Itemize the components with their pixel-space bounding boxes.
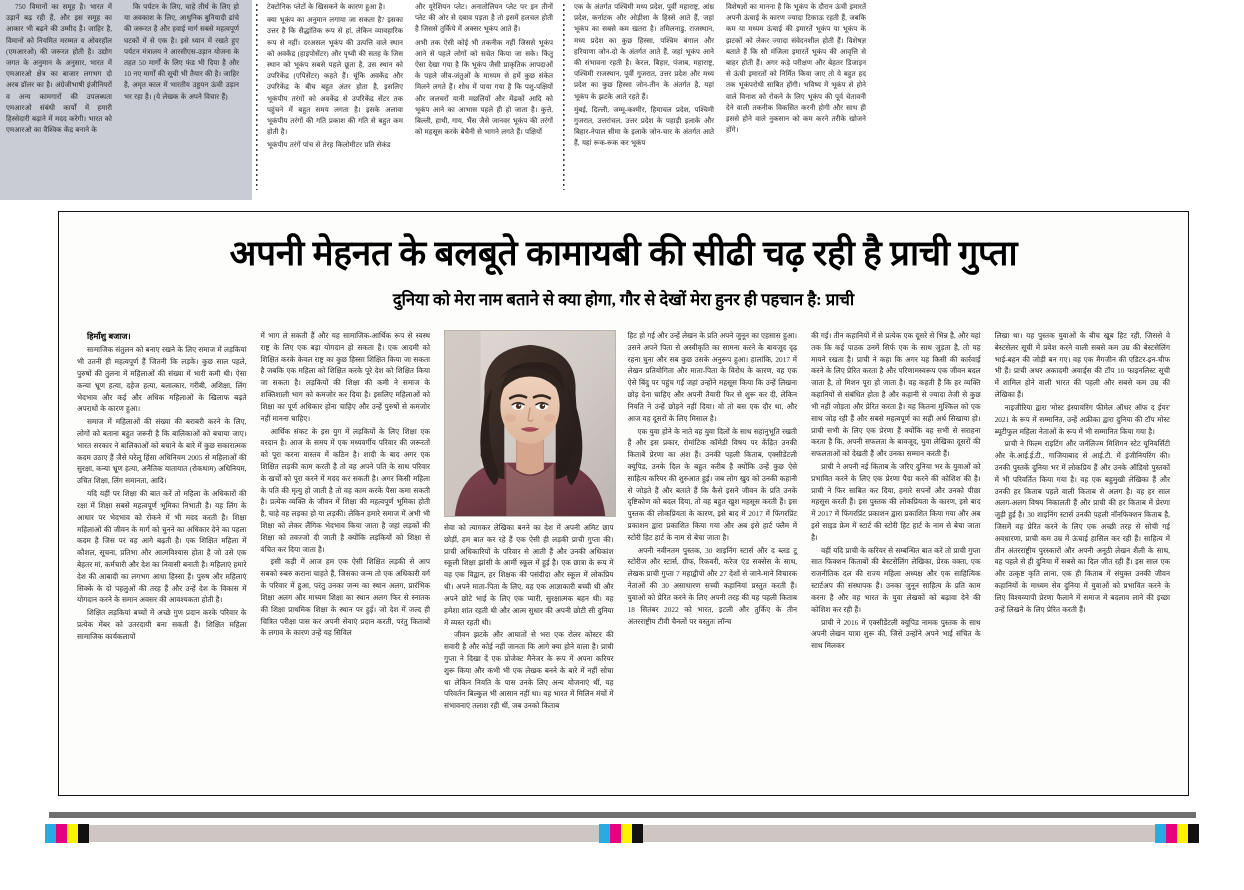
col4-para-3: अपनी नवीनतम पुस्तक, 30 शाइनिंग स्टार्स और द ब्लड टू स्टोरीज और स्टार्स, ग्रीफ, रिकवरी, करेज एंड सक्सेस के साथ, लेखक प्राची गुप्ता 7 महाद्वीपों और 27 देशों से जाने-माने विचारक नेताओं की 30 असाधारण सच्ची कहानियां प्रस्तुत करती हैं। युवाओं को प्रेरित करने के लिए अपनी तरह की यह पहली किताब 18 सितंबर 2022 को भारत, इटली और तुर्किए के तीन अंतरराष्ट्रीय टीवी चैनलों पर वस्तुतः लॉन्च	[627, 545, 798, 626]
top-col5-para-1: और यूरेशियन प्लेट। अनातोलियन प्लेट पर इन तीनों प्लेट की ओर से दबाव पड़ता है तो इसमें हलचल होती है जिससे तुर्किये में अक्सर भूकंप आते हैं।	[415, 3, 553, 34]
col1-para-1: सामाजिक संतुलन को बनाए रखने के लिए समाज में लड़कियां भी उतनी ही महत्वपूर्ण हैं जितनी कि लड़के। कुछ साल पहले, पुरुषों की तुलना में महिलाओं की संख्या में भारी कमी थी। ऐसा कन्या भ्रूण हत्या, दहेज हत्या, बलात्कार, गरीबी, अशिक्षा, लिंग भेदभाव और कई और अधिक महिलाओं के खिलाफ बढ़ते अपराधों के कारण हुआ।	[77, 345, 247, 414]
col6-para-3: प्राची ने फिल्म राइटिंग और जर्नलिज्म मिशिगन स्टेट यूनिवर्सिटी और के.आई.ई.टी., गाजियाबाद से आई.टी. में इंजीनियरिंग की। उनकी पुस्तकें दुनिया भर में लोकप्रिय हैं और उनके ऑडियो पुस्तकों में भी परिवर्तित किया गया है। वह एक बहुमुखी लेखिका हैं और उनकी हर किताब पहले वाली किताब से अलग है। वह हर साल अलग-अलग विषय निकालती हैं और प्राची की हर किताब में प्रेरणा जुड़ी हुई है। 30 शाइनिंग स्टार्स उनकी पहली नॉनफिक्शन किताब है, जिसमें वह प्रेरित करने के लिए एक अच्छी तरह से सोची गई अवधारणा, प्राची कम उम्र में ऊंचाई हासिल कर रही हैं। साहित्य में तीन अंतरराष्ट्रीय पुरस्कारों और अपनी अनूठी लेखन शैली के साथ, वह पहले से ही दुनिया में सबसे का दिल जीत रही हैं। इस साल एक और उत्कृष्ट कृति लाना, एक ही किताब में संयुक्त उनकी जीवन कहानियों के माध्यम सेव दुनिया में युवाओं को प्रभावित करने के लिए विश्वव्यापी प्रेरणा फैलाने में समाज में बदलाव लाने की इच्छा उन्हें लिखने के लिए प्रेरित करती हैं।	[994, 439, 1170, 614]
top-col6-para-1: एक के अंतर्गत पश्चिमी मध्य प्रदेश, पूर्वी महाराष्ट्र, आंध्र प्रदेश, कर्नाटक और ओड़ीशा के हिस्से आते हैं, जहां भूकंप का सबसे कम खतरा है। तमिलनाडु, राजस्थान, मध्य प्रदेश का कुछ हिस्सा, पश्चिम बंगाल और हरियाणा जोन-दो के अंतर्गत आते हैं, जहां भूकंप आने की संभावना रहती है। केरल, बिहार, पंजाब, महाराष्ट्र, पश्चिमी राजस्थान, पूर्वी गुजरात, उत्तर प्रदेश और मध्य प्रदेश का कुछ हिस्सा जोन-तीन के अंतर्गत है, यहां भूकंप के झटके आते रहते हैं।	[574, 3, 714, 101]
col2-para-3: इसी कड़ी में आज हम एक ऐसी शिक्षित लड़की से आप सबको रुबरु कराना चाहते हैं, जिसका जन्म तो एक अधिकारी वर्ग के परिवार में हुआ, परंतु उनका जन्म का स्थान अलग, प्रारंभिक शिक्षा अलग और माध्यम शिक्षा का स्थान अलग फिर से स्नातक की शिक्षा प्राथमिक शिक्षा के स्थान पर हुई। जो देश में जल्द ही चित्रित परीक्षा पास कर अपनी सेवाएं प्रदान करती, परंतु किताबों के लगाव के कारण उन्हें यह सिविल	[260, 557, 431, 638]
top-column-5	[409, 0, 559, 200]
page-title: अपनी मेहनत के बलबूते कामायबी की सीढी चढ़ रही है प्राची गुप्ता	[229, 234, 1018, 273]
col5-para-1: की गई। तीन कहानियों में से प्रत्येक एक दूसरे से भिन्न है, और यहां तक कि कई पाठक उनमें सिर्फ एक के साथ जुड़ता है, तो यह मायने रखता है। प्राची ने कहा कि अगर यह किसी की कार्रवाई करने के लिए प्रेरित करता है और परिणामस्वरूप एक जीवन बदल जाता है, तो मिशन पूरा हो जाता है। वह कहती हैं कि हर व्यक्ति कहानियों से संबंधित होता है और कहानी से ज्यादा तेजी से कुछ भी नहीं जोड़ता और प्रेरित करता है। यह कितना मुश्किल को एक साथ जोड़ रही हैं और सबसे महत्वपूर्ण का सही अर्थ सिखाया हो। प्राची सभी के लिए एक प्रेरणा हैं क्योंकि वह सभी से सराहना करता है कि, अपनी सफलता के बावजूद, युवा लेखिका दूसरों की सफलताओं को देखती हैं और उनका सम्मान करती हैं।	[811, 331, 981, 459]
top-col5-para-2: अभी तक ऐसी कोई भी तकनीक नहीं जिससे भूकंप आने से पहले लोगों को सचेत किया जा सके। किंतु ऐसा देखा गया है कि भूकंप जैसी प्राकृतिक आपदाओं के पहले जीव-जंतुओं के माध्यम से हमें कुछ संकेत मिलने लगते हैं। शोध में पाया गया है कि पशु-पक्षियों और जलचरों यानी मछलियों और मेंढकों आदि को भूकंप आने का आभास पहले ही हो जाता है। कुत्ते, बिल्ली, हाथी, गाय, भैंस जैसे जानवर भूकंप की तरंगों को महसूस करके बेचैनी से भागने लगते हैं। पक्षियों	[415, 38, 553, 137]
swatch-cyan-2	[599, 824, 610, 843]
col5-para-4: प्राची ने 2016 में एक्सीडेंटली क्यूपिड नामक पुस्तक के साथ अपनी लेखन यात्रा शुरू की, जिसे उन्होंने अपने भाई संचित के साथ मिलकर	[811, 617, 981, 651]
top-column-7	[720, 0, 872, 200]
col2-para-1: में भाग ले सकती हैं और यह सामाजिक-आर्थिक रूप से स्वस्थ राष्ट्र के लिए एक बड़ा योगदान हो सकता है। एक आदमी को शिक्षित करके केवल राष्ट्र का कुछ हिस्सा शिक्षित किया जा सकता है जबकि एक महिला को शिक्षित करके पूरे देश को शिक्षित किया जा सकता है। लड़कियों की शिक्षा की कमी ने समाज के शक्तिशाली भाग को कमजोर कर दिया है। इसलिए महिलाओं को शिक्षा का पूर्ण अधिकार होना चाहिए और उन्हें पुरुषों से कमजोर नहीं मानना चाहिए।	[260, 331, 431, 423]
article-subheadline: दुनिया को मेरा नाम बताने से क्या होगा, गौर से देखों मेरा हुनर ही पहचान है: प्राची	[392, 289, 855, 309]
swatch-black-3	[1188, 824, 1199, 843]
col6-para-1: लिखा था। यह पुस्तक युवाओं के बीच खूब हिट रही, जिससे वे बेस्टसेलर सूची में प्रवेश करने वाली सबसे कम उम्र की बेस्टसेलिंग भाई-बहन की जोड़ी बन गए। वह एक मैगजीन की एडिटर-इन-चीफ भी हैं। प्राची अथर अकादमी अवार्ड्स की टॉप 10 फाइनलिस्ट सूची में शामिल होने वाली भारत की पहली और सबसे कम उम्र की लेखिका हैं।	[994, 331, 1170, 400]
article-byline: हिमाँशु बजाज।	[87, 332, 131, 342]
registration-marks-left	[45, 824, 600, 843]
swatch-magenta-3	[1166, 824, 1177, 843]
top-col4-para-3: भूकंपीय तरंगें पांच से तेरह किलोमीटर प्रति सेकंड	[267, 141, 391, 150]
top-col4-para-2: क्या भूकंप का अनुमान लगाया जा सकता है? इसका उत्तर है कि सैद्धांतिक रूप से हां, लेकिन व्यावहारिक रूप से नहीं। दरअसल भूकंप की उत्पत्ति वाले स्थान को अवकेंद्र (हाइपोसेंटर) और पृथ्वी की सतह के जिस स्थान को भूकंप सबसे पहले छूता है, उस स्थान को उपरिकेंद्र (एपिसेंटर) कहते हैं। चूंकि अवकेंद्र और उपरिकेंद्र के बीच बहुत अंतर होता है, इसलिए भूकंपीय तरंगों को अवकेंद्र से उपरिकेंद्र सेंटर तक पहुंचने में बहुत समय लगता है। इसके अलावा भूकंपीय तरंगों की गति प्रकाश की गति से बहुत कम होती है।	[267, 16, 403, 137]
top-column-1	[0, 0, 118, 200]
bottom-rule	[49, 812, 1196, 818]
swatch-black-2	[632, 824, 643, 843]
registration-marks-center	[599, 824, 1155, 843]
top-shade-filler	[245, 0, 252, 200]
col3-para-1: सेवा को त्यागकर लेखिका बनने का देश में अपनी अमिट छाप छोड़ीं, हम बात कर रहे हैं एक ऐसी ही लड़की प्राची गुप्ता की। प्राची अधिकारियों के परिवार से आती हैं और उनकी अधिकांश स्कूली शिक्षा झांसी के आर्मी स्कूल में हुई है। एक छात्रा के रूप में वह एक विद्वान, हर शिक्षक की पसंदीदा और स्कूल में लोकप्रिय थी। अपने माता-पिता के लिए, वह एक आज्ञाकारी बच्ची थी और अपने छोटे भाई के लिए एक प्यारी, सुरक्षात्मक बहन थी। वह हमेशा शांत रहती थी और आत्म सुधार की अपनी छोटी सी दुनिया में व्यस्त रहती थी।	[444, 523, 614, 627]
top-col7-para-1: विशेषज्ञों का मानना है कि भूकंप के दौरान ऊंची इमारतें अपनी ऊंचाई के कारण ज्यादा टिकाऊ रहती हैं, जबकि कम या मध्यम ऊंचाई की इमारतें भूकंप या भूकंप के झटकों को लेकर ज्यादा संवेदनशील होती हैं। विशेषज्ञ बताते हैं कि सौ मंजिला इमारतें भूकंप की आवृत्ति से बाहर होती हैं। अगर कड़े परीक्षण और बेहतर डिजाइन से ऊंची इमारतों को निर्मित किया जाए तो ये बहुत हद तक भूकंपरोधी साबित होंगी। भविष्य में भूकंप से होने वाले विनाश को रोकने के लिए भूकंप की पूर्व चेतावनी देने वाली तकनीक विकसित करनी होगी और साथ ही इससे होने वाले नुकसान को कम करने तरीके खोजने होंगे।	[726, 3, 866, 135]
swatch-black	[78, 824, 89, 843]
col1-para-2: समाज में महिलाओं की संख्या की बराबरी करने के लिए, लोगों को बताना बहुत जरूरी है कि बालिकाओं को बचाया जाए। भारत सरकार ने बालिकाओं को बचाने के बारे में कुछ सकारात्मक कदम उठाए हैं जैसे घरेलू हिंसा अधिनियम 2005 से महिलाओं की सुरक्षा, कन्या भ्रूण हत्या, अनैतिक यातायात (रोकथाम) अधिनियम, उचित शिक्षा, लिंग समानता, आदि।	[77, 417, 247, 486]
article-column-1	[70, 330, 254, 800]
top-col1-para: 750 विमानों का समूह है। भारत में उड़ानें बढ़ रही हैं, और इस समूह का आकार भी बढ़ने की उम्मीद है। जाहिर है, विमानों को नियमित मरम्मत व ओवरहॉल (एमआरओ) की जरूरत होती है। उद्योग जगत के अनुमान के अनुसार, भारत में एमआरओ क्षेत्र का बाजार लगभग दो अरब डॉलर का है। अंग्रेजीभाषी इंजीनियरों व अन्य कामगारों की उपलब्धता एमआरओ संबंधी कार्यों में हमारी हिस्सेदारी बढ़ाने में मदद करेगी। भारत को एमआरओ का वैश्विक केंद्र बनाने के	[6, 3, 112, 135]
article-body	[70, 330, 1177, 800]
portrait-illustration	[445, 331, 615, 516]
top-col6-para-2: मुंबई, दिल्ली, जम्मू-कश्मीर, हिमाचल प्रदेश, पश्चिमी गुजरात, उत्तरांचल, उत्तर प्रदेश के पहाड़ी इलाके और बिहार-नेपाल सीमा के इलाके जोन-चार के अंतर्गत आते हैं, यहां रूक-रूक कर भूकंप	[574, 105, 714, 148]
swatch-magenta	[56, 824, 67, 843]
registration-marks-right	[1155, 824, 1199, 843]
article-column-5	[804, 330, 988, 800]
top-column-4	[261, 0, 409, 200]
tone-bar-center	[643, 825, 1155, 842]
col4-para-2: एक युवा होने के नाते वह युवा दिलों के साथ सहानुभूति रखती हैं और इस प्रकार, रोमांटिक कॉमेडी विषय पर केंद्रित उनकी किताबें प्रेरणा का अंश हैं। उनकी पहली किताब, एक्सीडेंटली क्यूपिड, उनके दिल के बहुत करीब है क्योंकि उन्हें कुछ ऐसे साहित्य करियर की शुरुआत हुई। जब लोग खुद को उनकी कहानी से जोड़ते हैं और बताते हैं कि कैसे इसने जीवन के प्रति उनके दृष्टिकोण को बदल दिया, तो वह बहुत खुश महसूस करती हैं। इस पुस्तक की लोकप्रियता के कारण, इसे बाद में 2017 में फिंगरप्रिंट प्रकाशन द्वारा प्रकाशित किया गया और अब इसे हार्ट फ्लैम में स्टोरी हिट हार्ट के नाम से बेचा जाता है।	[627, 426, 798, 542]
col2-para-2: आर्थिक संकट के इस युग में लड़कियों के लिए शिक्षा एक वरदान है। आज के समय में एक मध्यवर्गीय परिवार की जरूरतों को पूरा करना वास्तव में कठिन है। शादी के बाद अगर एक शिक्षित लड़की काम करती है तो वह अपने पति के साथ परिवार के खर्चों को पूरा करने में मदद कर सकती है। अगर किसी महिला के पति की मृत्यु हो जाती है तो वह काम करके पैसा कमा सकती है। प्रत्येक व्यक्ति के जीवन में शिक्षा की महत्वपूर्ण भूमिका होती है, चाहे वह लड़का हो या लड़की। लेकिन हमारे समाज में अभी भी शिक्षा को लेकर लैंगिक भेदभाव किया जाता है जहां लड़कों की शिक्षा को तवज्जो दी जाती है क्योंकि लड़कियों को शिक्षा से वंचित कर दिया जाता है।	[260, 426, 431, 554]
swatch-magenta-2	[610, 824, 621, 843]
col1-para-4: शिक्षित लड़कियां बच्चों में अच्छे गुण प्रदान करके परिवार के प्रत्येक मेंबर को उतरदायी बना सकती हैं। शिक्षित महिला सामाजिक कार्यकलापों	[77, 608, 247, 641]
article-photo	[444, 330, 616, 517]
col3-para-2: जीवन झटके और आघातों से भरा एक रोलर कोस्टर की सवारी है और कोई नहीं जानता कि आगे क्या होने वाला है। प्राची गुप्ता ने दिखा दें एक प्रोजेक्ट मैनेजर के रूप में अपना करियर शुरू किया और कभी भी एक लेखक बनने के बारे में नहीं सोचा था लेकिन नियति के पास उनके लिए अन्य योजनाएं थीं, यह परिवर्तन बिल्कुल भी आसान नहीं था। वह भारत में मिलिन मंचों में संभावनाएं तलाश रही थीं, जब उनको किताब	[444, 630, 614, 711]
top-col2-para: कि पर्यटन के लिए, चाहे तीर्थ के लिए हो या अवकाश के लिए, आधुनिक बुनियादी ढांचे की जरूरत है और हवाई मार्ग सबसे महत्वपूर्ण घटकों में से एक है। इसे ध्यान में रखते हुए पर्यटन मंत्रालय ने आरसीएस-उड़ान योजना के तहत 50 मार्गों के लिए फंड भी दिया है और 10 नए मार्गों की सूची भी तैयार की है। जाहिर है, अमृत काल में भारतीय उड्डयन ऊंची उड़ान भर रहा है। (ये लेखक के अपने विचार हैं)	[124, 3, 239, 101]
swatch-cyan-3	[1155, 824, 1166, 843]
col4-para-1: हिट हो गई और उन्हें लेखन के प्रति अपने जुनून का एहसास हुआ। उसने अपने पिता से अस्वीकृति का सामना करने के बावजूद दृढ़ रहना चुना और सब कुछ उसके अनुरूप हुआ। हालांकि, 2017 में लेखन प्रतियोगिता और माता-पिता के विरोध के कारण, वह एक ऐसे बिंदु पर पहुंच गईं जहां उन्होंने महसूस किया कि उन्हें लिखना छोड़ देना चाहिए और अपनी तैयारी फिर से शुरू कर दी, लेकिन नियति ने उन्हें छोड़ने नहीं दिया। वो तो बस एक दौर था, और आज वह दूसरों के लिए मिसाल है।	[627, 331, 798, 423]
top-continuation-section	[0, 0, 1244, 200]
top-col4-para-1: टेक्टोनिक प्लेटों के खिसकने के कारण हुआ है।	[267, 3, 386, 11]
tone-bar-left	[89, 825, 600, 842]
article-column-6	[988, 330, 1177, 800]
column-divider-dotted	[254, 4, 259, 190]
swatch-cyan	[45, 824, 56, 843]
col6-para-2: नाइजीरिया द्वारा 'मोस्ट इंस्पायरिंग फीमेल ऑथर ऑफ द ईयर' 2021 के रूप में सम्मानित, उन्हें अफ्रीका द्वारा दुनिया की टॉप मोस्ट ब्यूटीफुल महिला नेताओं के रूप में भी सम्मानित किया गया है।	[994, 402, 1170, 436]
top-column-2	[118, 0, 245, 200]
col1-para-3: यदि यहीं पर शिक्षा की बात करें तो महिला के अधिकारों की रक्षा में शिक्षा सबसे महत्वपूर्ण भूमिका निभाती है। यह लिंग के आधार पर भेदभाव को रोकने में भी मदद करती है। शिक्षा महिलाओं की जीवन के मार्ग को चुनने का अधिकार देने का पहला कदम है जिस पर वह आगे बढ़ती है। एक शिक्षित महिला में कौशल, सूचना, प्रतिभा और आत्मविश्वास होता है जो उसे एक बेहतर मां, कर्मचारी और देश का निवासी बनाती है। महिलाएं हमारे देश की आबादी का लगभग आधा हिस्सा हैं। पुरुष और महिलाएं सिक्के के दो पहलुओं की तरह हैं और उन्हें देश के विकास में योगदान करने के समान अवसर की आवश्यकता होती है।	[77, 489, 247, 605]
column-divider-dotted-2	[561, 4, 566, 190]
article-column-2	[254, 330, 438, 800]
article-column-4	[621, 330, 805, 800]
swatch-yellow-2	[621, 824, 632, 843]
top-column-6	[568, 0, 720, 200]
swatch-yellow	[67, 824, 78, 843]
swatch-yellow-3	[1177, 824, 1188, 843]
article-column-3	[437, 330, 621, 800]
col5-para-2: प्राची ने अपनी नई किताब के जरिए दुनिया भर के युवाओं को प्रभावित करने के लिए एक प्रेरणा पैदा करने की कोशिश की है। प्राची ने फिर साबित कर दिया, हमारे सपनों और उनको पीछा महसूस करती हैं। इस पुस्तक की लोकप्रियता के कारण, इसे बाद में 2017 में फिंगरप्रिंट प्रकाशन द्वारा प्रकाशित किया गया और अब इसे साइड फ्रेम में स्टार्ट की स्टोरी हिट हार्ट के नाम से बेचा जाता है।	[811, 461, 981, 542]
col5-para-3: वहीं यदि प्राची के करियर से सम्बन्धित बात करें तो प्राची गुप्ता सात फिक्शन किताबों की बेस्टसेलिंग लेखिका, प्रेरक वक्ता, एक राजनीतिक दल की राज्य महिला अध्यक्ष और एक साहित्यिक स्टार्टअप की संस्थापक हैं। उनका जुनून साहित्य के प्रति काम करना है और वह भारत के युवा लेखकों को बढ़ावा देने की कोशिश कर रही हैं।	[811, 545, 981, 614]
main-article-box	[58, 211, 1189, 796]
